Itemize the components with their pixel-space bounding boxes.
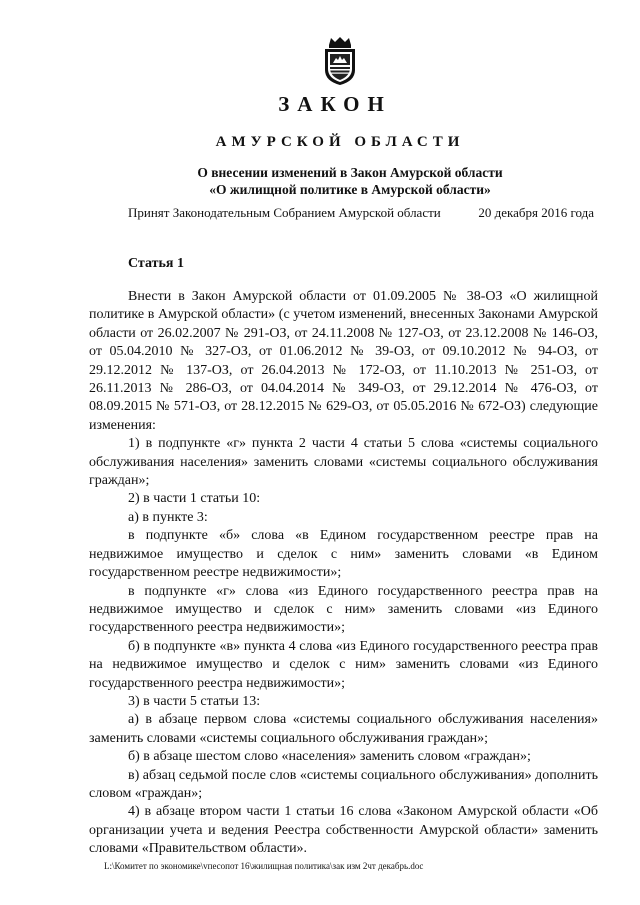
paragraph: Внести в Закон Амурской области от 01.09.2005 № 38-ОЗ «О жилищной политике в Амурской области» (с учетом изменений, внесенных Законами Амурской области от 26.02.2007 № 291-ОЗ, от 24.11.2008 № 127-ОЗ, от 23.12.2008 № 146-ОЗ, от 05.04.2010 № 327-ОЗ, от 01.06.2012 № 39-ОЗ, от 09.10.2012 № 94-ОЗ, от 29.12.2012 № 137-ОЗ, от 26.04.2013 № 172-ОЗ, от 11.10.2013 № 251-ОЗ, от 26.11.2013 № 286-ОЗ, от 04.04.2014 № 349-ОЗ, от 29.12.2014 № 476-ОЗ, от 08.09.2015 № 571-ОЗ, от 28.12.2015 № 629-ОЗ, от 05.05.2016 № 672-ОЗ) следующие изменения:	[89, 289, 598, 433]
paragraph: б) в подпункте «в» пункта 4 слова «из Единого государственного реестра прав на недвижимое имущество и сделок с ним» заменить словами «из Единого государственного реестра недвижимости»;	[89, 638, 598, 691]
document-title: ЗАКОН	[278, 92, 392, 116]
article-title: Статья 1	[128, 256, 184, 271]
law-heading	[100, 164, 600, 198]
article-body	[89, 288, 598, 859]
law-heading-line-2: «О жилищной политике в Амурской области»	[209, 182, 491, 197]
paragraph: б) в абзаце шестом слово «населения» заменить словом «граждан»;	[128, 749, 531, 765]
paragraph: 3) в части 5 статьи 13:	[128, 693, 261, 709]
paragraph: в подпункте «г» слова «из Единого государственного реестра прав на недвижимое имущество и сделок с ним» заменить словами «из Единого государственного реестра недвижимости»;	[89, 583, 598, 636]
paragraph: 2) в части 1 статьи 10:	[128, 491, 261, 507]
paragraph: в подпункте «б» слова «в Едином государственном реестре прав на недвижимое имущество и сделок с ним» заменить словами «в Едином государственном реестре недвижимости»;	[89, 528, 598, 581]
paragraph: а) в абзаце первом слова «системы социального обслуживания населения» заменить словами «системы социального обслуживания граждан»;	[89, 712, 598, 746]
paragraph: а) в пункте 3:	[128, 509, 208, 525]
file-path-footer: L:\Комитет по экономике\vпесопот 16\жилищная политика\зак изм 2чт декабрь.doc	[104, 861, 424, 871]
paragraph: 4) в абзаце втором части 1 статьи 16 слова «Законом Амурской области «Об организации учета и ведения Реестра собственности Амурской области» заменить словами «Правительством области».	[89, 804, 598, 857]
law-heading-line-1: О внесении изменений в Закон Амурской области	[197, 165, 503, 180]
adoption-line	[128, 204, 594, 222]
paragraph: в) абзац седьмой после слов «системы социального обслуживания» дополнить словом «граждан»;	[89, 767, 598, 801]
coat-of-arms-icon	[322, 36, 358, 86]
adopted-date: 20 декабря 2016 года	[478, 205, 594, 220]
paragraph: 1) в подпункте «г» пункта 2 части 4 статьи 5 слова «системы социального обслуживания населения» заменить словами «системы социального обслуживания граждан»;	[89, 436, 598, 489]
adopted-by: Принят Законодательным Собранием Амурской области	[128, 205, 441, 220]
document-subtitle: АМУРСКОЙ ОБЛАСТИ	[215, 134, 465, 150]
